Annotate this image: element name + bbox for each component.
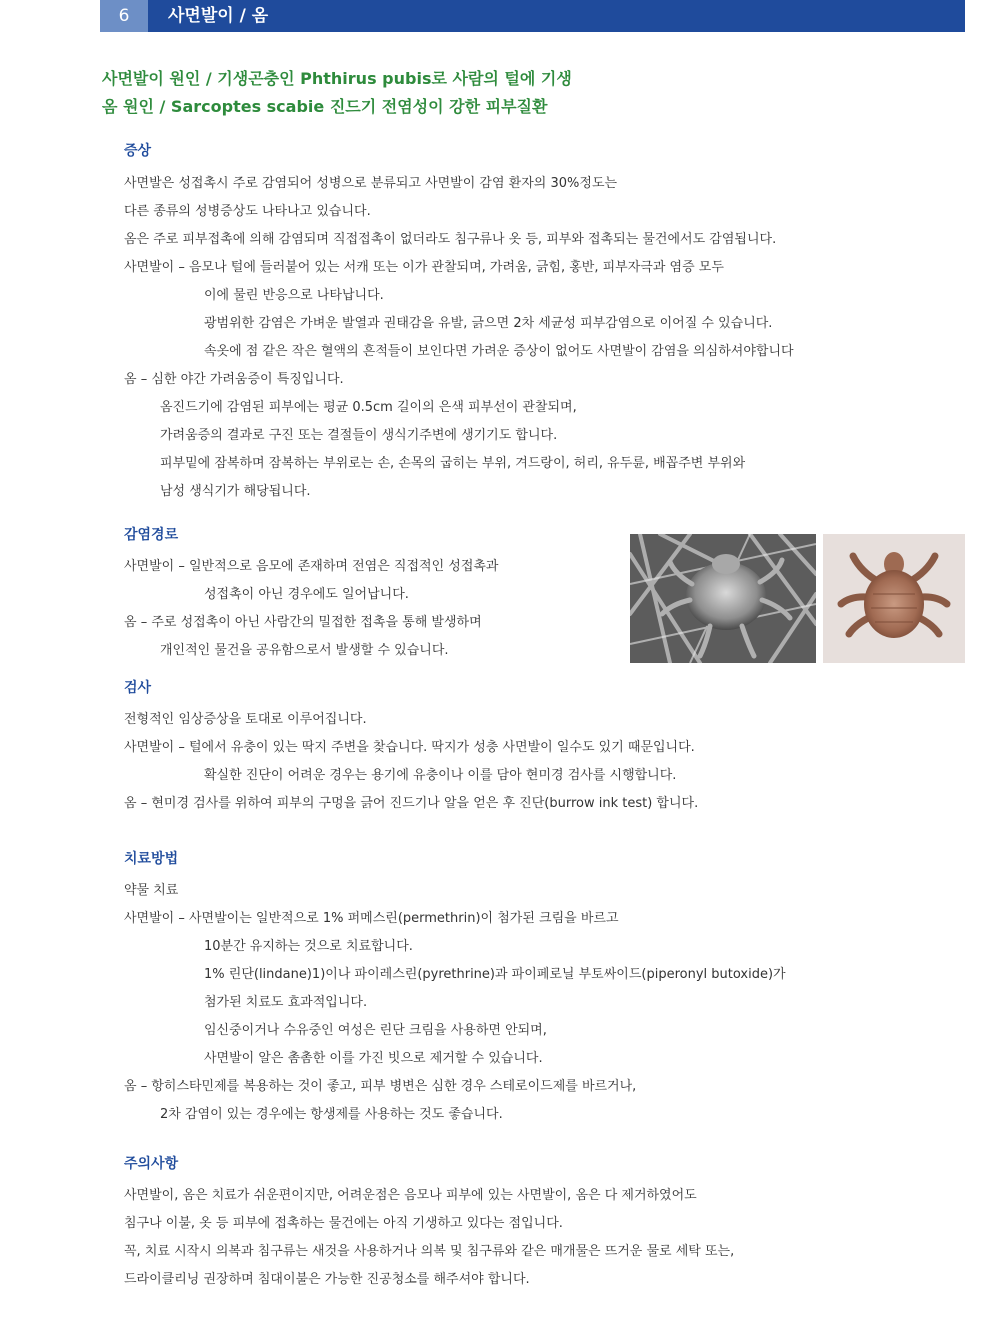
treatment-line: 사면발이 – 사면발이는 일반적으로 1% 퍼메스린(permethrin)이 첨가된 크림을 바르고	[124, 911, 619, 926]
precautions-line: 드라이클리닝 권장하며 침대이불은 가능한 진공청소를 해주셔야 합니다.	[124, 1272, 530, 1287]
section-title-diagnosis: 검사	[124, 680, 152, 696]
section-title-transmission: 감염경로	[124, 527, 179, 543]
cause-headline-crab-lice: 사면발이 원인 / 기생곤충인 Phthirus pubis로 사람의 털에 기생	[102, 69, 572, 88]
symptoms-line: 속옷에 점 같은 작은 혈액의 흔적들이 보인다면 가려운 증상이 없어도 사면발이 감염을 의심하셔야합니다	[204, 344, 794, 359]
symptoms-line: 광범위한 감염은 가벼운 발열과 권태감을 유발, 긁으면 2차 세균성 피부감염으로 이어질 수 있습니다.	[204, 316, 773, 331]
treatment-line: 옴 – 항히스타민제를 복용하는 것이 좋고, 피부 병변은 심한 경우 스테로이드제를 바르거나,	[124, 1079, 637, 1094]
header-title: 사면발이 / 옴	[168, 6, 269, 26]
treatment-line: 1% 린단(lindane)1)이나 파이레스린(pyrethrine)과 파이페로닐 부토싸이드(piperonyl butoxide)가	[204, 967, 786, 982]
symptoms-line: 사면발은 성접촉시 주로 감염되어 성병으로 분류되고 사면발이 감염 환자의 30%정도는	[124, 176, 618, 191]
precautions-line: 사면발이, 옴은 치료가 쉬운편이지만, 어려운점은 음모나 피부에 있는 사면발이, 옴은 다 제거하였어도	[124, 1188, 697, 1203]
section-title-symptoms: 증상	[124, 143, 152, 159]
precautions-line: 침구나 이불, 옷 등 피부에 접촉하는 물건에는 아직 기생하고 있다는 점입니다.	[124, 1216, 563, 1231]
crab-louse-photo	[823, 534, 965, 663]
symptoms-line: 다른 종류의 성병증상도 나타나고 있습니다.	[124, 204, 371, 219]
symptoms-line: 이에 물린 반응으로 나타납니다.	[204, 288, 384, 303]
transmission-line: 개인적인 물건을 공유함으로서 발생할 수 있습니다.	[160, 643, 449, 658]
treatment-line: 사면발이 알은 촘촘한 이를 가진 빗으로 제거할 수 있습니다.	[204, 1051, 543, 1066]
symptoms-line: 가려움증의 결과로 구진 또는 결절들이 생식기주변에 생기기도 합니다.	[160, 428, 558, 443]
diagnosis-line: 사면발이 – 털에서 유충이 있는 딱지 주변을 찾습니다. 딱지가 성충 사면발이 일수도 있기 때문입니다.	[124, 740, 695, 755]
treatment-line: 약물 치료	[124, 883, 179, 898]
cause-headline-scabies: 옴 원인 / Sarcoptes scabie 진드기 전염성이 강한 피부질환	[102, 97, 548, 116]
scabies-mite-micrograph	[630, 534, 816, 663]
transmission-line: 성접촉이 아닌 경우에도 일어납니다.	[204, 587, 409, 602]
diagnosis-line: 전형적인 임상증상을 토대로 이루어집니다.	[124, 712, 367, 727]
symptoms-line: 사면발이 – 음모나 털에 들러붙어 있는 서캐 또는 이가 관찰되며, 가려움, 긁힘, 홍반, 피부자극과 염증 모두	[124, 260, 724, 275]
transmission-line: 옴 – 주로 성접촉이 아닌 사람간의 밀접한 접촉을 통해 발생하며	[124, 615, 482, 630]
treatment-line: 첨가된 치료도 효과적입니다.	[204, 995, 368, 1010]
treatment-line: 임신중이거나 수유중인 여성은 린단 크림을 사용하면 안되며,	[204, 1023, 547, 1038]
page-number: 6	[100, 0, 148, 32]
treatment-line: 2차 감염이 있는 경우에는 항생제를 사용하는 것도 좋습니다.	[160, 1107, 503, 1122]
symptoms-line: 옴은 주로 피부접촉에 의해 감염되며 직접접촉이 없더라도 침구류나 옷 등, 피부와 접촉되는 물건에서도 감염됩니다.	[124, 232, 777, 247]
treatment-line: 10분간 유지하는 것으로 치료합니다.	[204, 939, 413, 954]
transmission-line: 사면발이 – 일반적으로 음모에 존재하며 전염은 직접적인 성접촉과	[124, 559, 499, 574]
diagnosis-line: 옴 – 현미경 검사를 위하여 피부의 구멍을 긁어 진드기나 알을 얻은 후 진단(burrow ink test) 합니다.	[124, 796, 699, 811]
symptoms-line: 옴진드기에 감염된 피부에는 평균 0.5cm 길이의 은색 피부선이 관찰되며,	[160, 400, 577, 415]
diagnosis-line: 확실한 진단이 어려운 경우는 용기에 유충이나 이를 담아 현미경 검사를 시행합니다.	[204, 768, 677, 783]
symptoms-line: 옴 – 심한 야간 가려움증이 특징입니다.	[124, 372, 344, 387]
section-title-precautions: 주의사항	[124, 1156, 179, 1172]
precautions-line: 꼭, 치료 시작시 의복과 침구류는 새것을 사용하거나 의복 및 침구류와 같은 매개물은 뜨거운 물로 세탁 또는,	[124, 1244, 735, 1259]
symptoms-line: 남성 생식기가 해당됩니다.	[160, 484, 311, 499]
symptoms-line: 피부밑에 잠복하며 잠복하는 부위로는 손, 손목의 굽히는 부위, 겨드랑이, 허리, 유두륜, 배꼽주변 부위와	[160, 456, 746, 471]
section-title-treatment: 치료방법	[124, 851, 179, 867]
